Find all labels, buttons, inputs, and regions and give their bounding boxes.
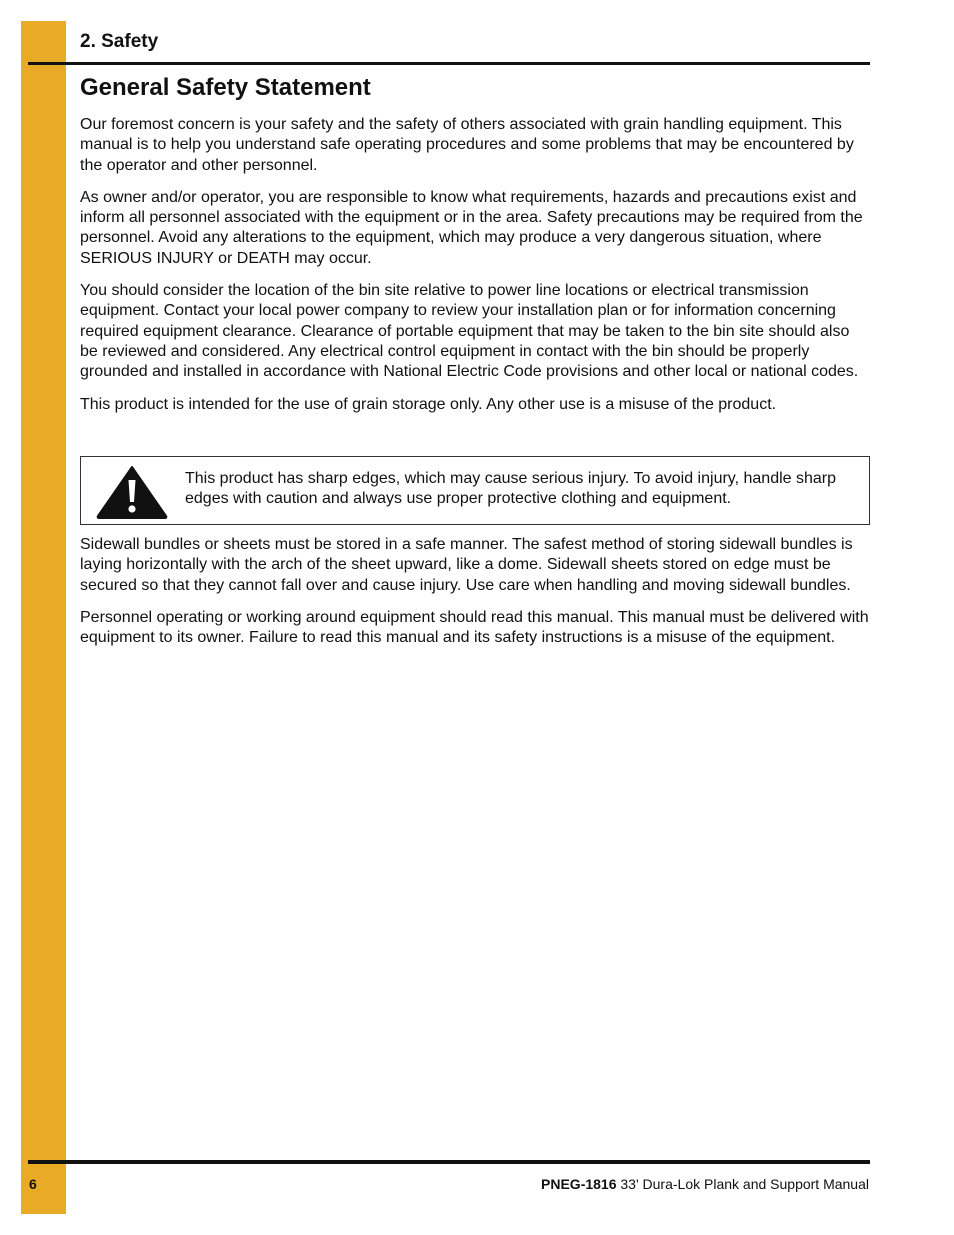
warning-triangle-icon [95, 464, 169, 520]
document-code: PNEG-1816 [541, 1176, 617, 1192]
footer-rule [28, 1160, 870, 1164]
paragraph: Sidewall bundles or sheets must be stored in a safe manner. The safest method of storing sidewall bundles is laying horizontally with the arch of the sheet upward, like a dome. Sidewall sheets stored on edge must be secured so that they cannot fall over and cause injury. Use care when handling and moving sidewall bundles. [80, 536, 853, 594]
paragraph: Personnel operating or working around equipment should read this manual. This manual must be delivered with equipment to its owner. Failure to read this manual and its safety instructions is a misuse of the equipment. [80, 608, 869, 647]
document-title: 33' Dura-Lok Plank and Support Manual [620, 1176, 869, 1192]
page-number: 6 [29, 1176, 37, 1192]
warning-text: This product has sharp edges, which may cause serious injury. To avoid injury, handle sharp edges with caution and always use proper protective clothing and equipment. [185, 470, 837, 508]
body-block-bottom [80, 535, 870, 648]
section-title: 2. Safety [80, 31, 159, 52]
footer-document-title [541, 1175, 869, 1193]
page-heading: General Safety Statement [80, 74, 371, 101]
paragraph: This product is intended for the use of grain storage only. Any other use is a misuse of the product. [80, 395, 777, 413]
body-block-top [80, 115, 870, 415]
paragraph: As owner and/or operator, you are responsible to know what requirements, hazards and precautions exist and inform all personnel associated with the equipment or in the area. Safety precautions may be required from the personnel. Avoid any alterations to the equipment, which may produce a very dangerous situation, where SERIOUS INJURY or DEATH may occur. [80, 188, 863, 267]
paragraph: Our foremost concern is your safety and the safety of others associated with grain handling equipment. This manual is to help you understand safe operating procedures and some problems that may be encountered by the operator and other personnel. [80, 116, 854, 174]
paragraph: You should consider the location of the bin site relative to power line locations or electrical transmission equipment. Contact your local power company to review your installation plan or for information concerning required equipment clearance. Clearance of portable equipment that may be taken to the bin site should also be reviewed and considered. Any electrical control equipment in contact with the bin should be properly grounded and installed in accordance with National Electric Code provisions and other local or national codes. [80, 282, 859, 381]
warning-callout [80, 456, 870, 525]
side-accent-bar [21, 21, 66, 1214]
header-rule [28, 62, 870, 65]
